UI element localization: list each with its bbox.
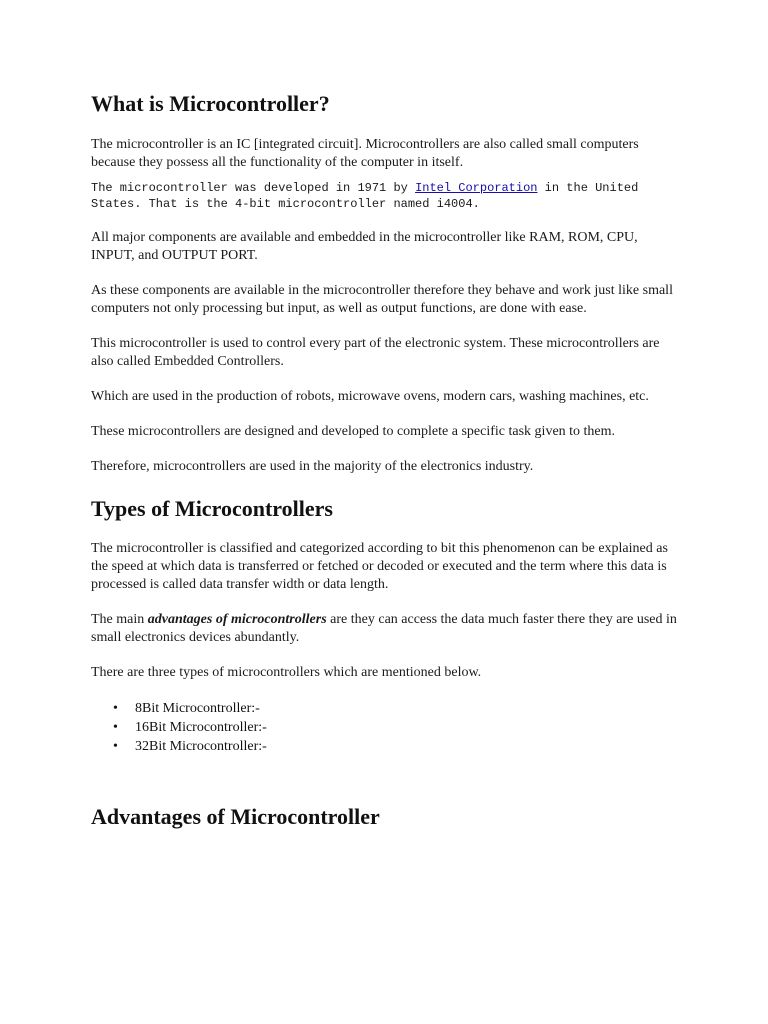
advantages-text-after: are they can access the data much faster there they are used in small electronics devices abundantly. — [91, 612, 677, 645]
intel-corporation-link[interactable]: Intel Corporation — [415, 181, 538, 195]
bullet-icon: • — [113, 720, 118, 735]
list-item-label: 32Bit Microcontroller:- — [135, 739, 267, 754]
list-item — [91, 699, 681, 718]
history-text-after: in the United States. That is the 4-bit microcontroller named i4004. — [91, 181, 639, 211]
advantages-emphasis: advantages of microcontrollers — [147, 612, 327, 627]
paragraph-behave: As these components are available in the microcontroller therefore they behave and work just like small computers not only processing but input, as well as output functions, are done with ease. — [91, 283, 673, 316]
paragraph-components: All major components are available and embedded in the microcontroller like RAM, ROM, CPU, INPUT, and OUTPUT PORT. — [91, 230, 638, 263]
list-item — [91, 718, 681, 737]
paragraph-control: This microcontroller is used to control every part of the electronic system. These microcontrollers are also called Embedded Controllers. — [91, 336, 660, 369]
paragraph-three-types: There are three types of microcontrollers which are mentioned below. — [91, 665, 482, 680]
heading-what-is-microcontroller: What is Microcontroller? — [91, 91, 330, 116]
list-item — [91, 737, 681, 756]
paragraph-classification: The microcontroller is classified and categorized according to bit this phenomenon can be explained as the speed at which data is transferred or fetched or decoded or executed and the term where this data is processed is called data transfer width or data length. — [91, 541, 668, 592]
heading-advantages-of-microcontroller: Advantages of Microcontroller — [91, 804, 380, 829]
paragraph-advantages-intro — [91, 611, 681, 647]
bullet-icon: • — [113, 701, 118, 716]
list-item-label: 16Bit Microcontroller:- — [135, 720, 267, 735]
history-text-before: The microcontroller was developed in 1971 by — [91, 181, 416, 195]
advantages-text-before: The main — [91, 612, 148, 627]
paragraph-usage: Which are used in the production of robots, microwave ovens, modern cars, washing machines, etc. — [91, 389, 649, 404]
paragraph-history — [91, 180, 681, 212]
heading-types-of-microcontrollers: Types of Microcontrollers — [91, 496, 333, 521]
paragraph-definition: The microcontroller is an IC [integrated circuit]. Microcontrollers are also called small computers because they possess all the functionality of the computer in itself. — [91, 137, 639, 170]
paragraph-industry: Therefore, microcontrollers are used in the majority of the electronics industry. — [91, 459, 534, 474]
types-list — [91, 699, 681, 756]
list-item-label: 8Bit Microcontroller:- — [135, 701, 260, 716]
document-page — [91, 90, 681, 831]
paragraph-specific-task: These microcontrollers are designed and developed to complete a specific task given to them. — [91, 424, 616, 439]
bullet-icon: • — [113, 739, 118, 754]
